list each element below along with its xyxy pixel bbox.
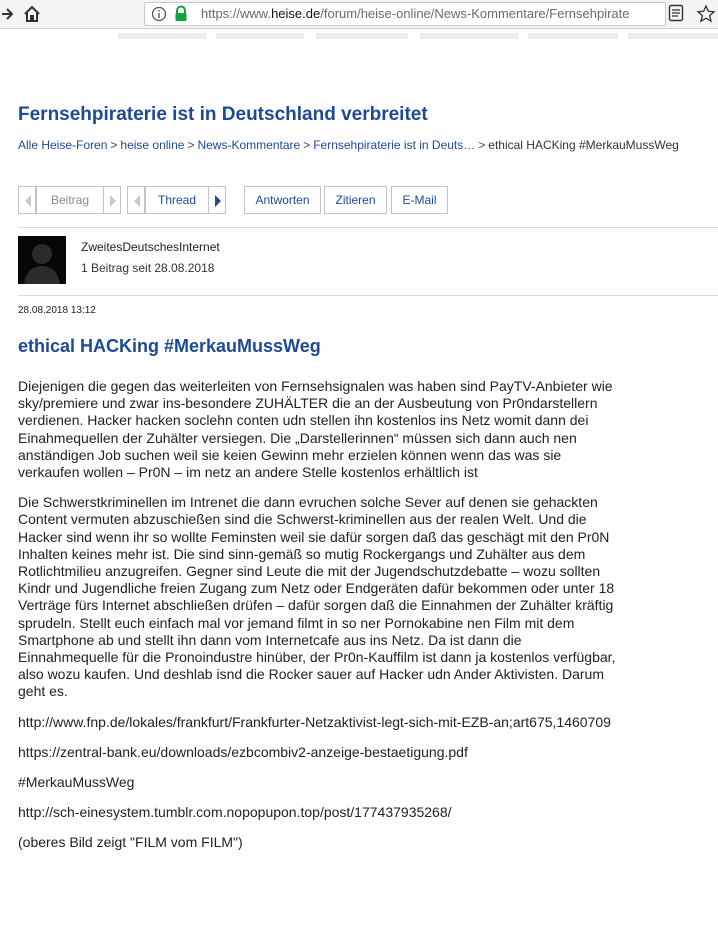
chevron-right-icon	[109, 195, 117, 207]
divider	[18, 295, 718, 296]
post-caption: (oberes Bild zeigt "FILM vom FILM")	[18, 834, 243, 851]
next-thread-button[interactable]	[208, 186, 226, 214]
email-button[interactable]: E-Mail	[391, 186, 448, 214]
post-paragraph: Diejenigen die gegen das weiterleiten von Fernsehsignalen was haben sind PayTV-Anbieter wie sky/premiere und zwar ins-besondere ZUHÄLTER die an der Ausbeutung von Pr0ndarstellern verdienen. Hacker hacken soclehn conten udn stellen ihn kostenlos ins Netz womit dann dei Einahmequellen der Zuhälter versiegen. Die „Darstellerinnen“ müssen sich dann auch nen anständigen Job suchen weil sie keien Gewinn mehr erzielen können wenn das was sie verkaufen wollen – Pr0N – im netz an andere Stelle kostenlos erhältlich ist	[18, 378, 613, 481]
url-text	[201, 6, 630, 21]
post-timestamp: 28.08.2018 13:12	[18, 305, 96, 316]
previous-thread-button[interactable]	[127, 186, 145, 214]
page-header-strip	[0, 28, 718, 42]
reader-view-icon[interactable]	[668, 4, 684, 27]
zitieren-button[interactable]: Zitieren	[324, 186, 387, 214]
chevron-right-icon	[214, 195, 222, 207]
chevron-left-icon	[24, 195, 32, 207]
post-link-tumblr[interactable]: http://sch-einesystem.tumblr.com.nopopupon.top/post/177437935268/	[18, 804, 452, 821]
previous-post-button[interactable]	[18, 186, 36, 214]
forward-arrow-icon[interactable]	[0, 4, 20, 24]
post-title: ethical HACKing #MerkauMussWeg	[18, 336, 321, 356]
browser-toolbar	[0, 0, 718, 29]
url-path: /forum/heise-online/News-Kommentare/Fernsehpirate	[320, 6, 630, 21]
avatar[interactable]	[18, 236, 66, 284]
user-silhouette-icon	[18, 236, 66, 284]
post-hashtag: #MerkauMussWeg	[18, 774, 135, 791]
url-prefix: https://www.	[201, 6, 272, 21]
breadcrumb: Alle Heise-Foren > heise online > News-Kommentare > Fernsehpiraterie ist in Deuts… > ethical HACKing #MerkauMussWeg	[18, 138, 679, 152]
breadcrumb-current: ethical HACKing #MerkauMussWeg	[488, 138, 679, 152]
post-body	[18, 378, 624, 865]
post-paragraph: Die Schwerstkriminellen im Intrenet die dann evruchen solche Sever auf denen sie gehackten Content vermuten abzuschießen sind die Schwerst-kriminellen aus der realen Welt. Und die Hacker sind wenn ihr so wollte Feminsten weil sie dafür sorgen daß das geschägt mit den Pr0N Inhalten keines mehr ist. Die sind sinn-gemäß so mutig Rockergangs und Zuhälter aus dem Rotlichtmilieu anzugreifen. Gegner sind Leute die mit der Jugendschutzdebatte – wozu sollten Kindr und Jugendliche freien Zugang zum Netz oder Endgeräten dafür bekommen oder unter 18 Verträge fürs Internet abschließen drüfen – dafür sorgen daß die Einnahmen der Zuhälter kräftig sprudeln. Stellt euch einfach mal vor jemand filmt in so ner Pornokabine nen Film mit dem Smartphone ab und stellt ihn dann vom Internetcafe aus ins Netz. Da ist dann die Einnahmequelle für die Pronoindustre hinüber, der Pr0n-Kauffilm ist dann ja kostenlos verfügbar, also wozu kaufen. Und deshlab isnd die Rocker sauer auf Hacker udn Ander Aktivisten. Darum geht es.	[18, 494, 616, 700]
chevron-left-icon	[133, 195, 141, 207]
antworten-button[interactable]: Antworten	[244, 186, 321, 214]
breadcrumb-link-heise-online[interactable]: heise online	[120, 138, 185, 152]
breadcrumb-link-news-kommentare[interactable]: News-Kommentare	[197, 138, 301, 152]
post-link-zentral-bank[interactable]: https://zentral-bank.eu/downloads/ezbcombiv2-anzeige-bestaetigung.pdf	[18, 743, 468, 760]
page-title: Fernsehpiraterie ist in Deutschland verbreitet	[18, 104, 428, 125]
breadcrumb-link-thread[interactable]: Fernsehpiraterie ist in Deuts…	[313, 138, 476, 152]
bookmark-star-icon[interactable]	[696, 4, 716, 29]
thread-label[interactable]: Thread	[145, 186, 209, 214]
beitrag-label: Beitrag	[36, 186, 104, 214]
breadcrumb-link-all-forums[interactable]: Alle Heise-Foren	[18, 138, 108, 152]
address-bar[interactable]	[144, 2, 666, 26]
url-domain: heise.de	[271, 6, 321, 21]
lock-icon	[173, 5, 189, 27]
divider	[18, 227, 718, 228]
next-post-button[interactable]	[103, 186, 121, 214]
author-post-count: 1 Beitrag seit 28.08.2018	[81, 261, 215, 275]
post-link-fnp[interactable]: http://www.fnp.de/lokales/frankfurt/Frankfurter-Netzaktivist-legt-sich-mit-EZB-an;art675,1460709	[18, 713, 611, 730]
info-icon[interactable]	[151, 6, 167, 27]
author-name[interactable]: ZweitesDeutschesInternet	[81, 240, 220, 254]
home-icon[interactable]	[22, 4, 42, 24]
